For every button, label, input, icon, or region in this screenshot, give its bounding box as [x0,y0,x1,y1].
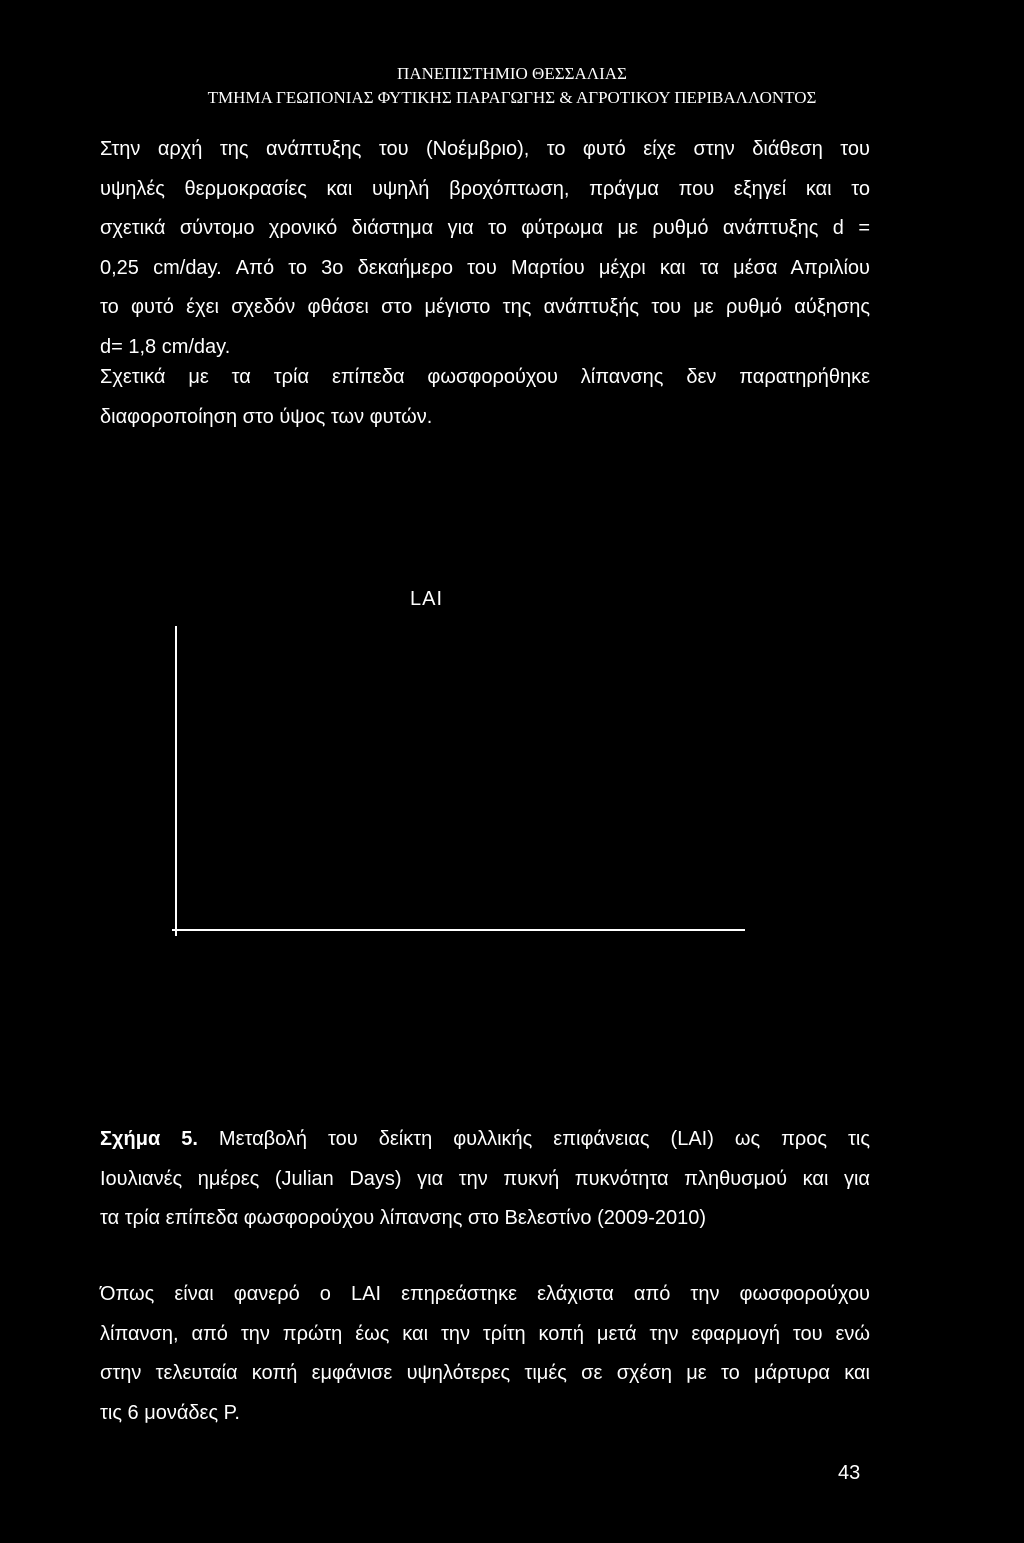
paragraph-lai [100,1275,870,1433]
caption-text: Μεταβολή του δείκτη φυλλικής επιφάνειας (LAI) ως προς τις [197,1128,871,1150]
text-line: το φυτό έχει σχεδόν φθάσει στο μέγιστο της ανάπτυξής του με ρυθμό αύξησης [100,296,870,318]
university-name: ΠΑΝΕΠΙΣΤΗΜΙΟ ΘΕΣΣΑΛΙΑΣ [397,64,627,83]
caption-line: Ιουλιανές ημέρες (Julian Days) για την πυκνή πυκνότητα πληθυσμού και για [100,1167,870,1190]
caption-label: Σχήμα 5. [100,1128,198,1150]
figure-caption [100,1120,870,1239]
paragraph-growth [100,130,870,367]
paragraph-phosphorus [100,358,870,437]
text-line: Σχετικά με τα τρία επίπεδα φωσφορούχου λίπανσης δεν παρατηρήθηκε [100,366,870,388]
chart-title: LAI [410,588,444,610]
text-line: στην τελευταία κοπή εμφάνισε υψηλότερες τιμές σε σχέση με το μάρτυρα και [100,1362,870,1384]
text-line: τις 6 μονάδες P. [100,1401,240,1424]
lai-chart [160,620,760,940]
text-line: 0,25 cm/day. Από το 3ο δεκαήμερο του Μαρτίου μέχρι και τα μέσα Απριλίου [100,256,870,279]
text-line: υψηλές θερμοκρασίες και υψηλή βροχόπτωση, πράγμα που εξηγεί και το [100,177,870,200]
text-line: διαφοροποίηση στο ύψος των φυτών. [100,405,433,428]
caption-line: τα τρία επίπεδα φωσφορούχου λίπανσης στο Βελεστίνο (2009-2010) [100,1207,707,1229]
page-number: 43 [838,1462,861,1484]
text-line: λίπανση, από την πρώτη έως και την τρίτη κοπή μετά την εφαρμογή του ενώ [100,1322,870,1345]
text-line: σχετικά σύντομο χρονικό διάστημα για το φύτρωμα με ρυθμό ανάπτυξης d = [100,217,870,239]
text-line: d= 1,8 cm/day. [100,335,231,358]
caption-line [100,1120,870,1160]
department-name: ΤΜΗΜΑ ΓΕΩΠΟΝΙΑΣ ΦΥΤΙΚΗΣ ΠΑΡΑΓΩΓΗΣ & ΑΓΡΟΤΙΚΟΥ ΠΕΡΙΒΑΛΛΟΝΤΟΣ [207,88,817,107]
text-line: Στην αρχή της ανάπτυξης του (Νοέμβριο), το φυτό είχε στην διάθεση του [100,138,870,160]
page-header [0,62,1024,110]
text-line: Όπως είναι φανερό ο LAI επηρεάστηκε ελάχιστα από την φωσφορούχου [100,1283,870,1305]
